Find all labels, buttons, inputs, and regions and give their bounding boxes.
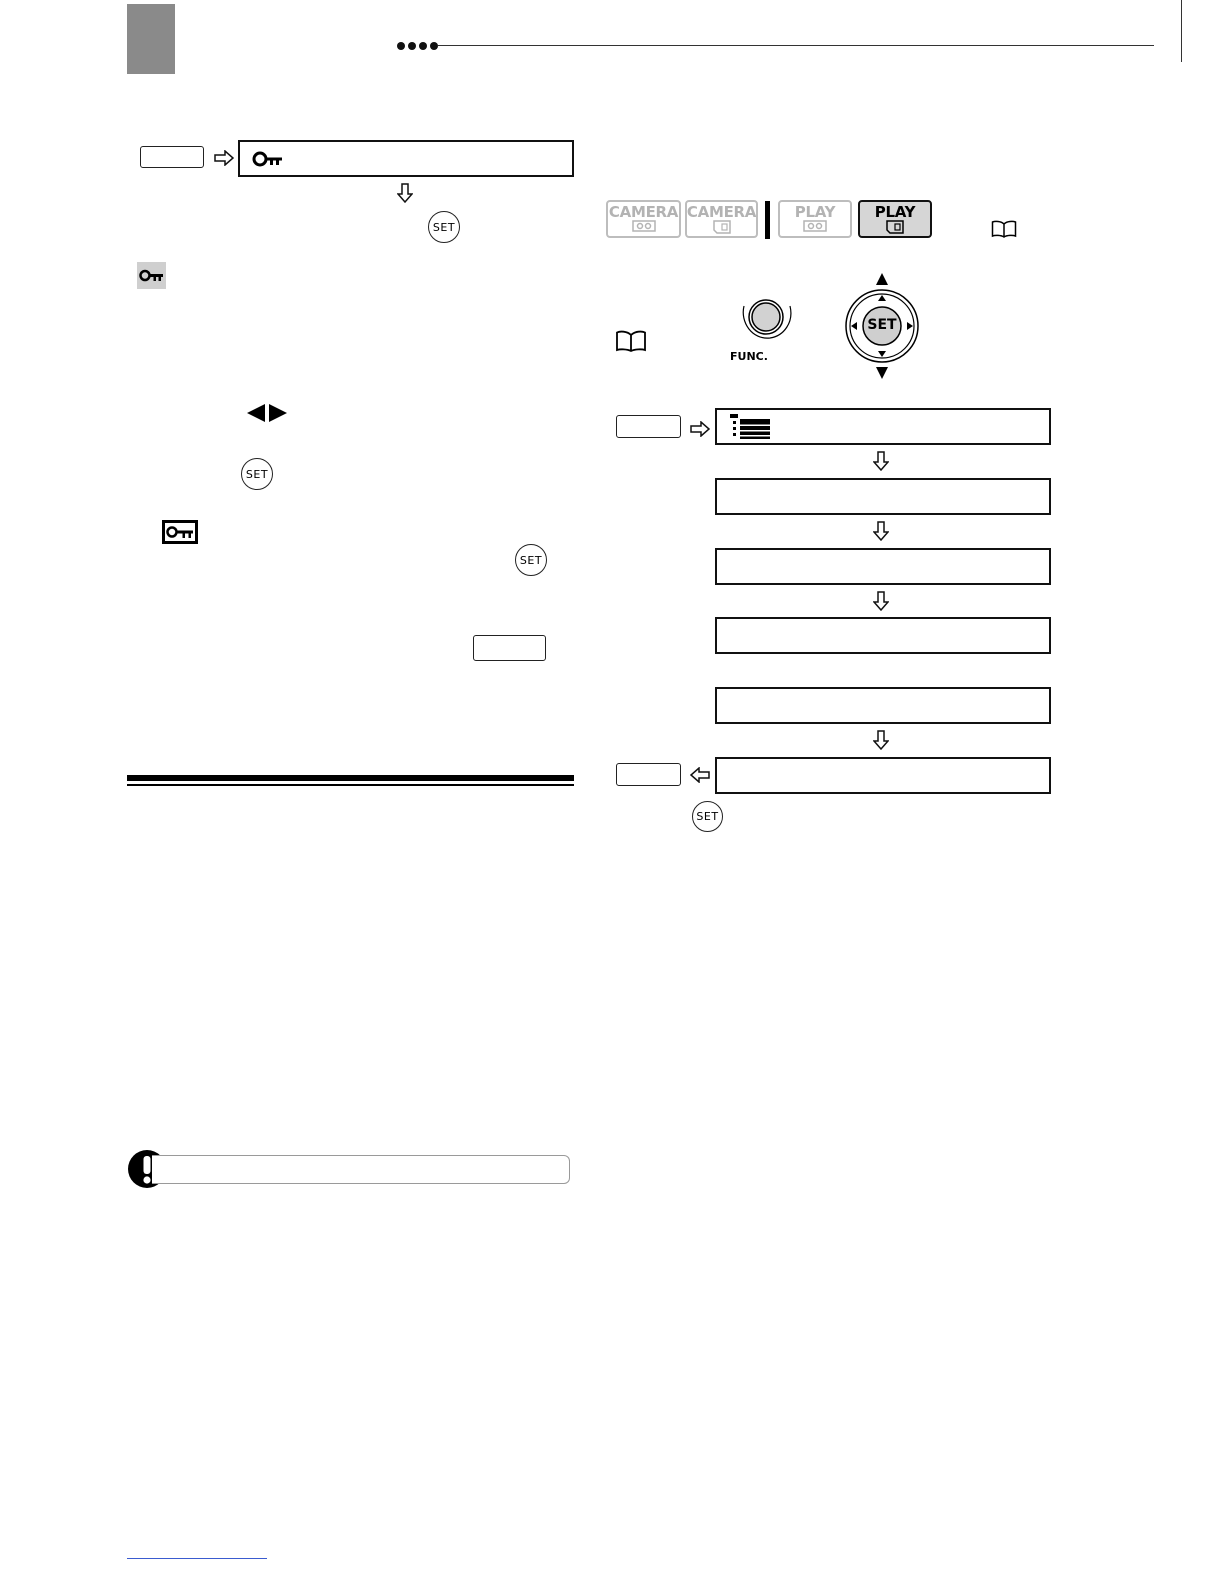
set-button[interactable]: SET (428, 211, 460, 243)
set-button[interactable]: SET (241, 458, 273, 490)
book-icon (991, 220, 1017, 238)
func-button-blank[interactable] (616, 415, 681, 438)
tape-icon (632, 220, 656, 232)
mode-camera-card (685, 200, 758, 238)
func-button-blank[interactable] (616, 763, 681, 786)
func-dial-icon[interactable] (738, 292, 796, 344)
func-label: FUNC. (730, 350, 768, 363)
tape-icon (803, 220, 827, 232)
mode-play-tape (778, 200, 852, 238)
down-arrow-icon (873, 521, 889, 541)
bullet-dot (430, 42, 438, 50)
book-icon (615, 330, 647, 352)
menu-box-menu[interactable] (715, 408, 1051, 445)
func-button-blank[interactable] (473, 635, 546, 661)
menu-box-step2[interactable] (715, 478, 1051, 515)
left-arrow-icon (690, 767, 710, 783)
header-rule (438, 45, 1154, 46)
mode-label: CAMERA (686, 203, 757, 221)
mode-separator (765, 201, 770, 239)
joystick-set-label: SET (867, 317, 897, 333)
left-right-arrows-icon (246, 402, 288, 424)
page-edge-line (1181, 0, 1182, 62)
mode-camera-tape (606, 200, 681, 238)
menu-list-icon (730, 414, 772, 441)
footer-link-rule (127, 1558, 267, 1559)
key-framed-icon (162, 520, 198, 544)
set-button[interactable]: SET (515, 544, 547, 576)
bullet-dot (408, 42, 416, 50)
section-rule-thin (127, 784, 574, 786)
func-button-blank[interactable] (140, 146, 204, 168)
bullet-dot (397, 42, 405, 50)
mode-label: PLAY (794, 203, 836, 221)
section-bullets (397, 40, 438, 52)
note-header-bar (152, 1155, 570, 1184)
mode-label: PLAY (874, 203, 916, 221)
key-icon (252, 150, 284, 168)
menu-box-step4[interactable] (715, 617, 1051, 654)
card-icon (886, 220, 904, 234)
section-rule (127, 775, 574, 781)
down-arrow-icon (873, 591, 889, 611)
key-indicator-icon (137, 262, 166, 289)
mode-play-card (858, 200, 932, 238)
down-arrow-icon (397, 183, 413, 203)
down-arrow-icon (873, 451, 889, 471)
menu-box-step6[interactable] (715, 757, 1051, 794)
bullet-dot (419, 42, 427, 50)
right-arrow-icon (690, 421, 710, 437)
menu-box-step5[interactable] (715, 687, 1051, 724)
mode-label: CAMERA (608, 203, 679, 221)
card-icon (713, 220, 731, 234)
right-arrow-icon (214, 150, 234, 166)
menu-box-step3[interactable] (715, 548, 1051, 585)
set-button[interactable]: SET (692, 801, 723, 832)
menu-box-protect[interactable] (238, 140, 574, 177)
down-arrow-icon (873, 730, 889, 750)
chapter-tab (127, 4, 175, 74)
